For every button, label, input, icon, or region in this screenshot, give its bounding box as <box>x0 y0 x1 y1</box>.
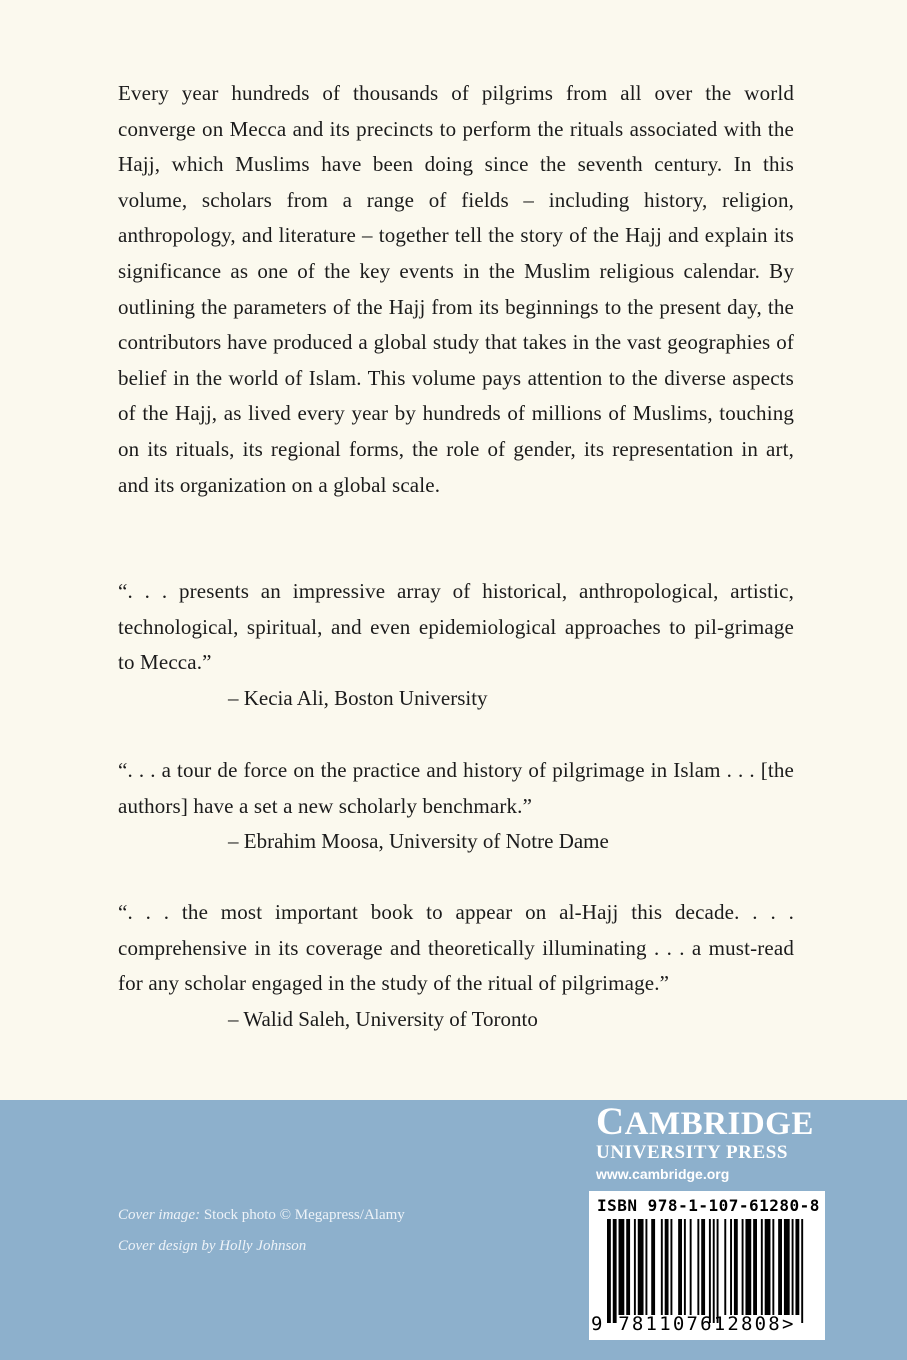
barcode-bar <box>701 1219 705 1315</box>
barcode-bar <box>661 1219 663 1315</box>
publisher-logo <box>596 1100 826 1184</box>
barcode-bar <box>745 1219 751 1315</box>
barcode-bar <box>724 1219 726 1315</box>
barcode-bar <box>670 1219 672 1315</box>
barcode-bar <box>626 1219 630 1315</box>
publisher-name <box>596 1100 826 1143</box>
barcode-bar <box>607 1219 611 1323</box>
publisher-subtitle: UNIVERSITY PRESS <box>596 1142 789 1163</box>
barcode-bar <box>638 1219 644 1315</box>
barcode-bar <box>734 1219 738 1315</box>
quote-text: “. . . presents an impressive array of historical, anthropological, artistic, technological, spiritual, and even epidemiological approaches to pil-grimage to Mecca.” <box>118 579 794 675</box>
cover-design-credit: Cover design by Holly Johnson <box>118 1238 307 1254</box>
barcode-bar <box>709 1219 711 1323</box>
barcode-bar <box>651 1219 655 1315</box>
barcode-bar <box>742 1219 744 1315</box>
barcode-bar <box>801 1219 803 1323</box>
barcode-trailer: > <box>781 1313 796 1335</box>
quote-text: “. . . the most important book to appear on al-Hajj this decade. . . . comprehensive in its coverage and theoretically illuminating . . . a must-read for any scholar engaged in the study of the ritual of pilgrimage.” <box>118 900 794 996</box>
quote-attribution: – Ebrahim Moosa, University of Notre Dame <box>228 829 609 854</box>
barcode-bar <box>717 1219 719 1323</box>
cover-image-credit <box>118 1200 405 1231</box>
isbn-label: ISBN 978-1-107-61280-8 <box>597 1196 820 1215</box>
publisher-name-initial: C <box>596 1100 625 1143</box>
barcode-bar <box>697 1219 699 1315</box>
barcode-bar <box>690 1219 692 1315</box>
barcode-bar <box>765 1219 771 1315</box>
barcode-bar <box>613 1219 617 1323</box>
book-description: Every year hundreds of thousands of pilgrims from all over the world converge on Mecca and its precincts to perform the rituals associated with the Hajj, which Muslims have been doing since the seventh century. In this volume, scholars from a range of fields – including history, religion, anthropology, and literature – together tell the story of the Hajj and explain its significance as one of the key events in the Muslim religious calendar. By outlining the parameters of the Hajj from its beginnings to the present day, the contributors have produced a global study that takes in the vast geographies of belief in the world of Islam. This volume pays attention to the diverse aspects of the Hajj, as lived every year by hundreds of millions of Muslims, touching on its rituals, its regional forms, the role of gender, its representation in art, and its organization on a global scale. <box>118 81 794 497</box>
barcode-bar <box>761 1219 763 1315</box>
barcode-bar <box>713 1219 715 1323</box>
quote-text: “. . . a tour de force on the practice and history of pilgrimage in Islam . . . [the authors] have a set a new scholarly benchmark.” <box>118 758 794 818</box>
barcode-bar <box>795 1219 799 1315</box>
barcode-bar <box>792 1219 794 1315</box>
barcode-digits: 781107612808 <box>618 1313 782 1335</box>
barcode-bar <box>784 1219 790 1315</box>
barcode-lead-digit: 9 <box>591 1313 605 1335</box>
endorsement-quote <box>118 753 794 860</box>
quote-attribution: – Walid Saleh, University of Toronto <box>228 1006 538 1031</box>
barcode-bar <box>665 1219 669 1315</box>
barcode-bar <box>778 1219 782 1315</box>
barcode-bar <box>684 1219 686 1315</box>
cover-image-label: Cover image: <box>118 1207 201 1223</box>
barcode-bar <box>772 1219 774 1315</box>
endorsement-quote <box>118 574 794 716</box>
barcode-bar <box>619 1219 625 1315</box>
quote-attribution: – Kecia Ali, Boston University <box>228 685 488 710</box>
barcode-bar <box>678 1219 682 1315</box>
publisher-url[interactable]: www.cambridge.org <box>596 1166 730 1182</box>
cover-image-value: Stock photo © Megapress/Alamy <box>203 1207 405 1223</box>
barcode-bar <box>634 1219 636 1315</box>
endorsement-quote <box>118 895 794 1037</box>
barcode-bar <box>730 1219 732 1315</box>
barcode-bar <box>753 1219 757 1315</box>
barcode-bar <box>645 1219 647 1315</box>
isbn-barcode <box>589 1191 825 1340</box>
publisher-name-rest: AMBRIDGE <box>624 1106 814 1142</box>
barcode-number <box>591 1313 823 1335</box>
cover-credits <box>118 1200 405 1262</box>
